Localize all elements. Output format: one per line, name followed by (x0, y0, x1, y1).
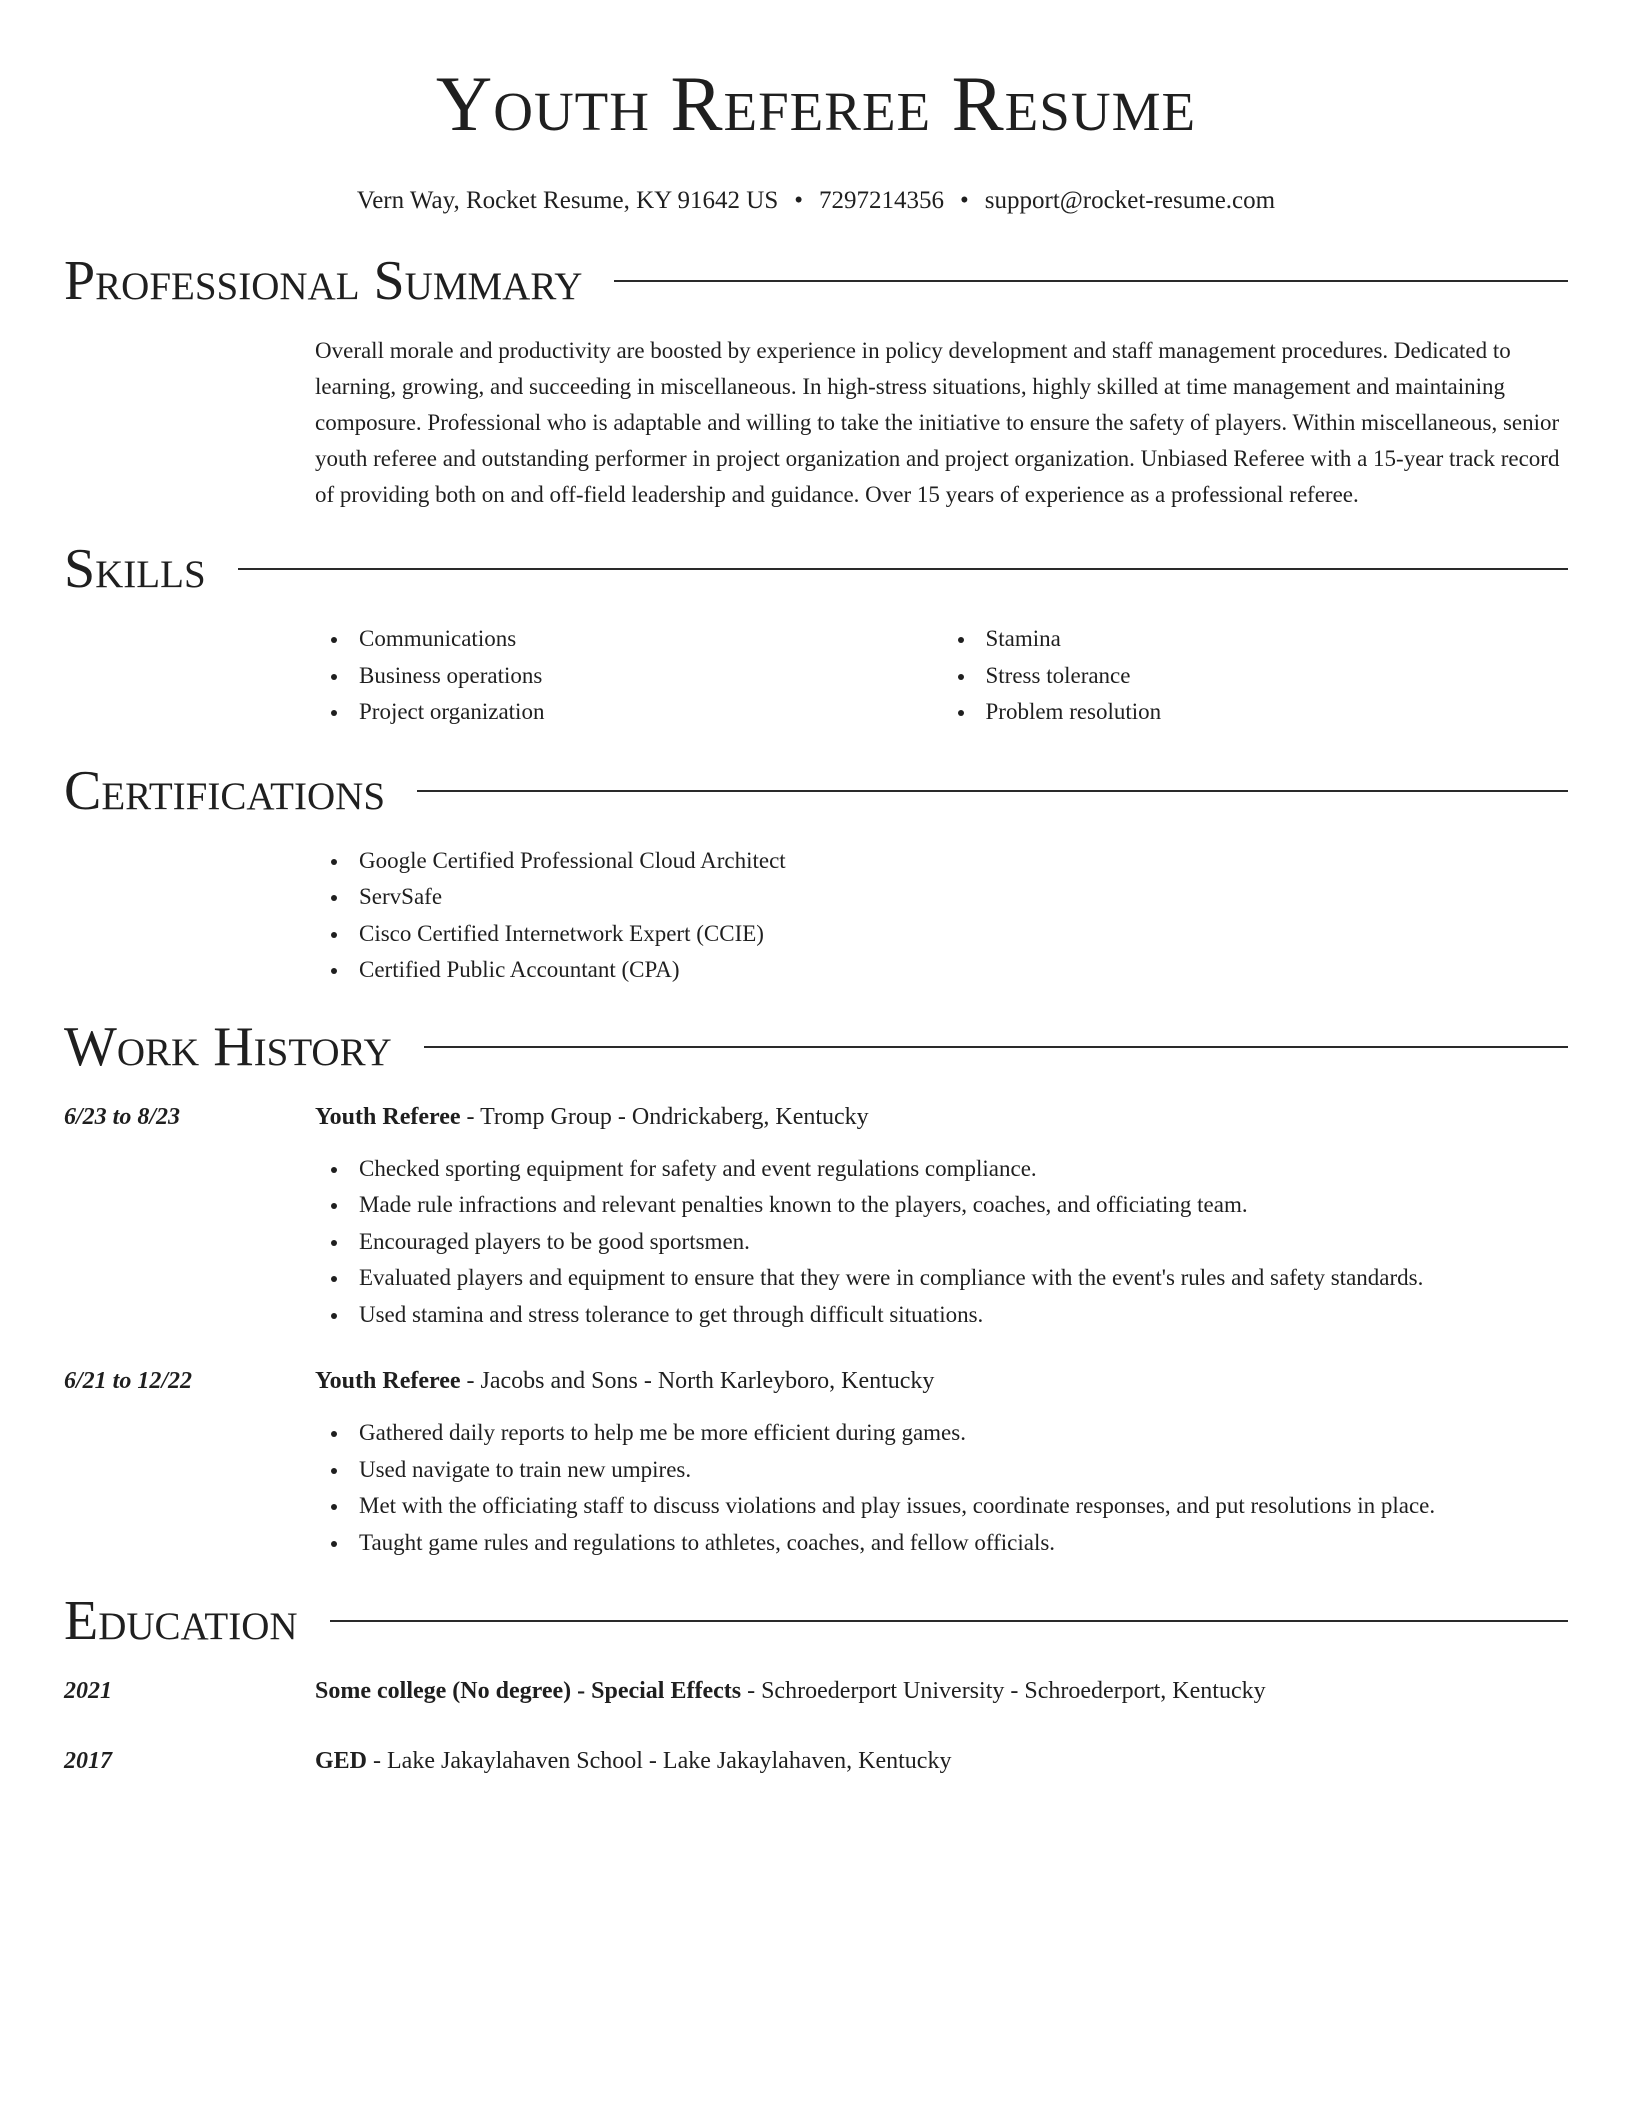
certification-item: Cisco Certified Internetwork Expert (CCIE) (359, 916, 1568, 953)
job-duty: Taught game rules and regulations to athletes, coaches, and fellow officials. (359, 1525, 1568, 1562)
section-heading: Education (64, 1590, 298, 1652)
section-certifications-header (64, 759, 1568, 823)
job-employer: - Jacobs and Sons - North Karleyboro, Kentucky (460, 1368, 935, 1394)
certification-item: ServSafe (359, 879, 1568, 916)
education-year: 2021 (64, 1678, 112, 1704)
contact-separator: • (794, 187, 804, 214)
certifications-list (315, 843, 1568, 989)
skills-column-left (315, 621, 942, 731)
section-heading: Work History (64, 1015, 392, 1078)
job-duty: Used stamina and stress tolerance to get through difficult situations. (359, 1297, 1568, 1334)
job-duty: Encouraged players to be good sportsmen. (359, 1224, 1568, 1261)
education-entry (64, 1743, 1568, 1779)
skill-item: Project organization (359, 694, 942, 731)
skill-item: Problem resolution (986, 694, 1569, 731)
education-headline (315, 1673, 1568, 1709)
section-divider (330, 1620, 1568, 1622)
section-summary-header (64, 249, 1568, 313)
job-headline (315, 1099, 1568, 1135)
certification-item: Certified Public Accountant (CPA) (359, 952, 1568, 989)
job-detail (315, 1099, 1568, 1334)
job-headline (315, 1363, 1568, 1399)
certification-item: Google Certified Professional Cloud Architect (359, 843, 1568, 880)
section-skills-header (64, 537, 1568, 601)
section-heading: Certifications (64, 759, 386, 822)
education-degree: Some college (No degree) - Special Effects (315, 1678, 742, 1704)
section-work-header (64, 1015, 1568, 1079)
skill-item: Stamina (986, 621, 1569, 658)
contact-email: support@rocket-resume.com (984, 187, 1276, 214)
job-duty: Made rule infractions and relevant penalties known to the players, coaches, and officiating team. (359, 1187, 1568, 1224)
job-dates: 6/23 to 8/23 (64, 1103, 181, 1130)
education-year: 2017 (64, 1748, 112, 1774)
job-detail (315, 1363, 1568, 1561)
education-detail (315, 1673, 1568, 1709)
job-duties (315, 1415, 1568, 1561)
section-education-header (64, 1589, 1568, 1653)
contact-phone: 7297214356 (819, 187, 945, 214)
education-headline (315, 1743, 1568, 1779)
summary-body (315, 333, 1568, 513)
education-school: - Lake Jakaylahaven School - Lake Jakaylahaven, Kentucky (367, 1748, 952, 1774)
skills-list (315, 621, 1568, 731)
job-duty: Evaluated players and equipment to ensure that they were in compliance with the event's rules and safety standards. (359, 1260, 1568, 1297)
job-title: Youth Referee (315, 1368, 461, 1394)
section-heading: Skills (64, 538, 206, 600)
skill-item: Business operations (359, 658, 942, 695)
section-divider (424, 1046, 1568, 1048)
education-entry (64, 1673, 1568, 1709)
job-entry (64, 1099, 1568, 1334)
job-title: Youth Referee (315, 1103, 461, 1130)
job-duties (315, 1151, 1568, 1334)
skill-item: Communications (359, 621, 942, 658)
contact-line (64, 185, 1568, 217)
resume-title: Youth Referee Resume (435, 60, 1197, 147)
job-employer: - Tromp Group - Ondrickaberg, Kentucky (460, 1103, 869, 1130)
resume-page (64, 0, 1568, 1779)
contact-address: Vern Way, Rocket Resume, KY 91642 US (356, 187, 779, 214)
education-school: - Schroederport University - Schroederport, Kentucky (741, 1678, 1266, 1704)
job-duty: Met with the officiating staff to discuss violations and play issues, coordinate responses, and put resolutions in place. (359, 1488, 1568, 1525)
education-detail (315, 1743, 1568, 1779)
job-entry (64, 1363, 1568, 1561)
contact-separator: • (960, 187, 969, 214)
education-degree: GED (315, 1748, 368, 1774)
section-divider (417, 790, 1568, 792)
section-heading: Professional Summary (64, 250, 583, 312)
skill-item: Stress tolerance (986, 658, 1569, 695)
job-dates: 6/21 to 12/22 (64, 1368, 193, 1394)
summary-text: Overall morale and productivity are boosted by experience in policy development and staff management procedures. Dedicated to learning, growing, and succeeding in miscellaneous. In high-stress situations, highly skilled at time management and maintaining composure. Professional who is adaptable and willing to take the initiative to ensure the safety of players. Within miscellaneous, senior youth referee and outstanding performer in project organization and project organization. Unbiased Referee with a 15-year track record of providing both on and off-field leadership and guidance. Over 15 years of experience as a professional referee. (315, 338, 1560, 507)
job-duty: Gathered daily reports to help me be more efficient during games. (359, 1415, 1568, 1452)
section-divider (238, 568, 1568, 570)
certifications-body (315, 843, 1568, 989)
job-duty: Checked sporting equipment for safety and event regulations compliance. (359, 1151, 1568, 1188)
section-divider (614, 280, 1568, 282)
job-duty: Used navigate to train new umpires. (359, 1452, 1568, 1489)
skills-column-right (942, 621, 1569, 731)
